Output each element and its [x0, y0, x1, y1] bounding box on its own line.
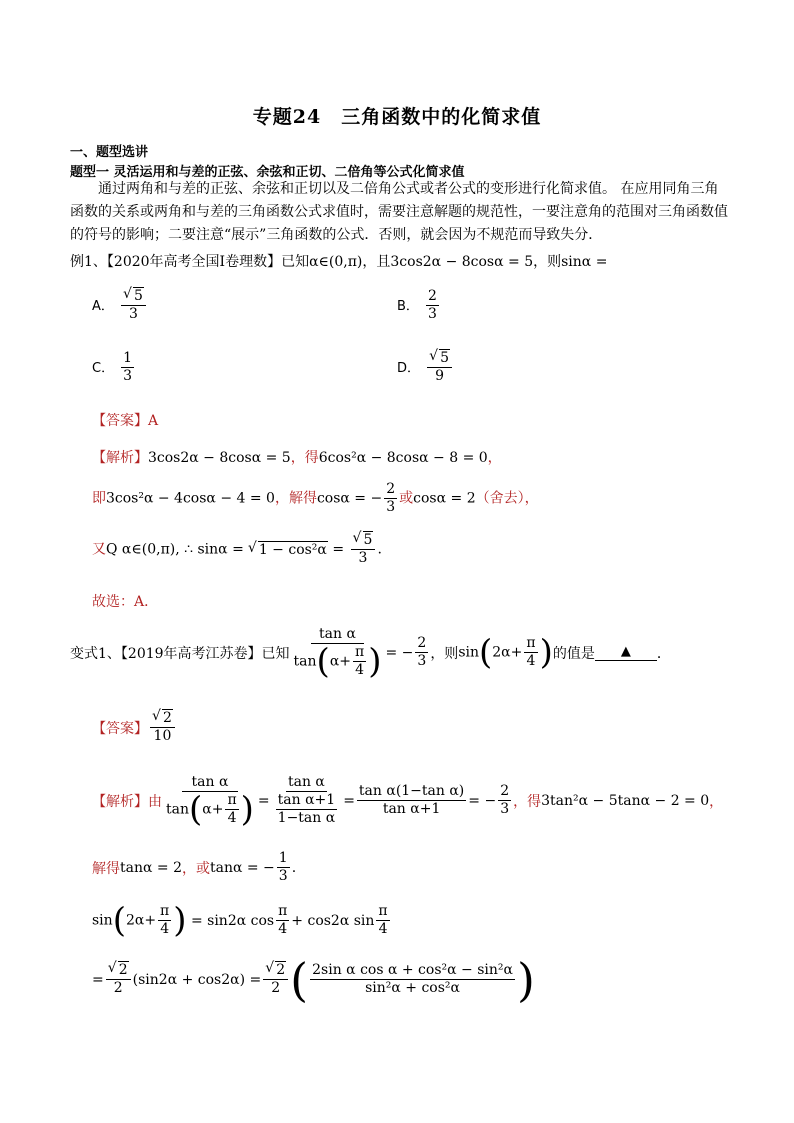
option-b-denominator: 3 [428, 306, 437, 322]
option-b-numerator: 2 [428, 288, 437, 304]
option-c-letter: C． [92, 361, 115, 376]
analysis-eq-4: cosα = − [316, 490, 383, 507]
type-heading: 题型一 灵活运用和与差的正弦、余弦和正切、二倍角等公式化简求值 [70, 165, 465, 180]
analysis-eq-6: Q α∈(0,π), ∴ sinα = [106, 541, 244, 558]
example-1-conclusion: 故选：A． [92, 594, 159, 610]
analysis-line-1 [92, 447, 502, 467]
option-a-numerator: 5 [134, 288, 143, 304]
option-a-denominator: 3 [129, 306, 138, 322]
variant-analysis-by: 由 [148, 793, 162, 810]
example-1-condition-1: α∈(0,π) [309, 254, 363, 270]
example-1-prefix: 例1、【2020年高考全国Ⅰ卷理数】已知 [70, 254, 310, 270]
option-d-denominator: 9 [435, 368, 445, 384]
option-d-numerator: 5 [440, 350, 450, 366]
variant-analysis-line-3: sin(2α+ $\frac{\pi}{4}$ ) = sin2α cos $\frac{\pi}{4}$ + cos2α sin $\frac{\pi}{4}$ [92, 900, 388, 941]
analysis-line-2: 即3cos²α − 4cosα − 4 = 0，解得cosα = − $\frac{2}{3}$ 或cosα = 2（舍去）， [92, 481, 539, 515]
analysis-text-2: ，解得 [274, 490, 317, 507]
example-1-answer [92, 410, 158, 430]
variant-1-suffix2: 的值是 [552, 645, 595, 662]
variant-analysis-line-2: 解得 tanα = 2 ，或 tanα = − $\frac{1}{3}$ . [92, 850, 297, 884]
option-c-denominator: 3 [123, 368, 133, 384]
variant-analysis-comma: ， [709, 793, 724, 810]
page-title: 专题24 三角函数中的化简求值 [252, 106, 542, 128]
option-c-numerator: 1 [123, 350, 133, 366]
option-d-letter: D． [397, 361, 421, 376]
option-a [92, 288, 148, 323]
variant-or: ，或 [181, 860, 210, 877]
variant-analysis-line-1: 【解析】 由 tan α tan(α+ $\frac{\pi}{4}$ ) = $\frac{\text{tan α}}{\frac{\text{tan α+1}}{\text{1−tan α}}}$ = $\frac{\text{tan α(1−tan α)}}{\text{tan α+1}}$ = − $\frac{2}{3}$ ，得 3tan²α − 5tanα − 2 = 0 ， [92, 774, 724, 830]
variant-1-answer: 【答案】 √ $\frac{2}{10}$ [92, 710, 177, 745]
analysis-discard: （舍去）， [475, 490, 539, 507]
analysis-sqrt-body: 1 − cos²α [258, 541, 327, 558]
example-1-condition-2: 3cos2α − 8cosα = 5 [390, 254, 534, 270]
variant-solve: 解得 [92, 860, 120, 877]
analysis-you: 又 [92, 541, 106, 558]
option-b-letter: B． [397, 299, 419, 314]
example-1-mid2: ，则 [533, 254, 562, 270]
variant-analysis-eq: 3tan²α − 5tanα − 2 = 0 [541, 792, 710, 809]
option-c [92, 350, 136, 385]
analysis-jie: 即 [92, 490, 106, 507]
answer-label: 【答案】 [92, 413, 148, 429]
intro-paragraph: 通过两角和与差的正弦、余弦和正切以及二倍角公式或者公式的变形进行化简求值。 在应用同角三角函数的关系或两角和与差的三角函数公式求值时，需要注意解题的规范性，一要注意角的范围对三角函数值的符号的影响；二要注意“展示”三角函数的公式．否则，就会因为不规范而导致失分． [70, 181, 728, 243]
variant-analysis-got: ，得 [513, 793, 542, 810]
analysis-label: 【解析】 [92, 450, 148, 466]
variant-analysis-line-4: = √ $\frac{2}{2}$ (sin2α + cos2α) = √ $\frac{2}{2}$ ( $\frac{\text{2sin α cos α + cos²α − sin²α}}{\text{sin²α + cos²α}}$ ) [92, 962, 535, 997]
variant-sol-1: tanα = 2 [120, 859, 182, 876]
example-1-question [70, 251, 607, 271]
analysis-comma-1: ， [487, 450, 502, 466]
variant-1-suffix: ，则 [430, 645, 459, 662]
option-b [397, 288, 441, 323]
variant-analysis-label: 【解析】 [92, 793, 148, 810]
variant-answer-label: 【答案】 [92, 720, 148, 737]
analysis-eq-2: 6cos²α − 8cosα − 8 = 0 [318, 450, 488, 466]
example-1-mid: ，且 [362, 254, 391, 270]
variant-1-end: ． [656, 645, 671, 662]
analysis-eq-1: 3cos2α − 8cosα = 5 [148, 450, 291, 466]
variant-1-question: 变式1、【2019年高考江苏卷】已知 tan α tan(α+ $\frac{\pi}{4}$ ) = − $\frac{2}{3}$ ，则 sin(2α+ $\frac{\pi}{4}$ ) 的值是 ▲ ． [70, 626, 671, 682]
example-1-ask: sinα = [561, 254, 608, 270]
option-a-letter: A． [92, 299, 114, 314]
answer-value: A [148, 413, 159, 429]
analysis-line-3: 又Q α∈(0,π), ∴ sinα =√ 1 − cos²α = √ $\frac{5}{3}$ . [92, 532, 382, 567]
analysis-eq-5: cosα = 2 [413, 490, 476, 507]
analysis-eq-sign: = [327, 541, 349, 558]
analysis-eq-3: 3cos²α − 4cosα − 4 = 0 [106, 490, 275, 507]
analysis-text-1: ，得 [290, 450, 319, 466]
section-heading: 一、题型选讲 [70, 145, 149, 160]
option-d [397, 350, 454, 385]
answer-blank: ▲ [595, 644, 657, 661]
analysis-or: 或 [399, 490, 414, 507]
variant-sol-2: tanα = − [209, 859, 275, 876]
variant-1-prefix: 变式1、【2019年高考江苏卷】已知 [70, 645, 290, 662]
